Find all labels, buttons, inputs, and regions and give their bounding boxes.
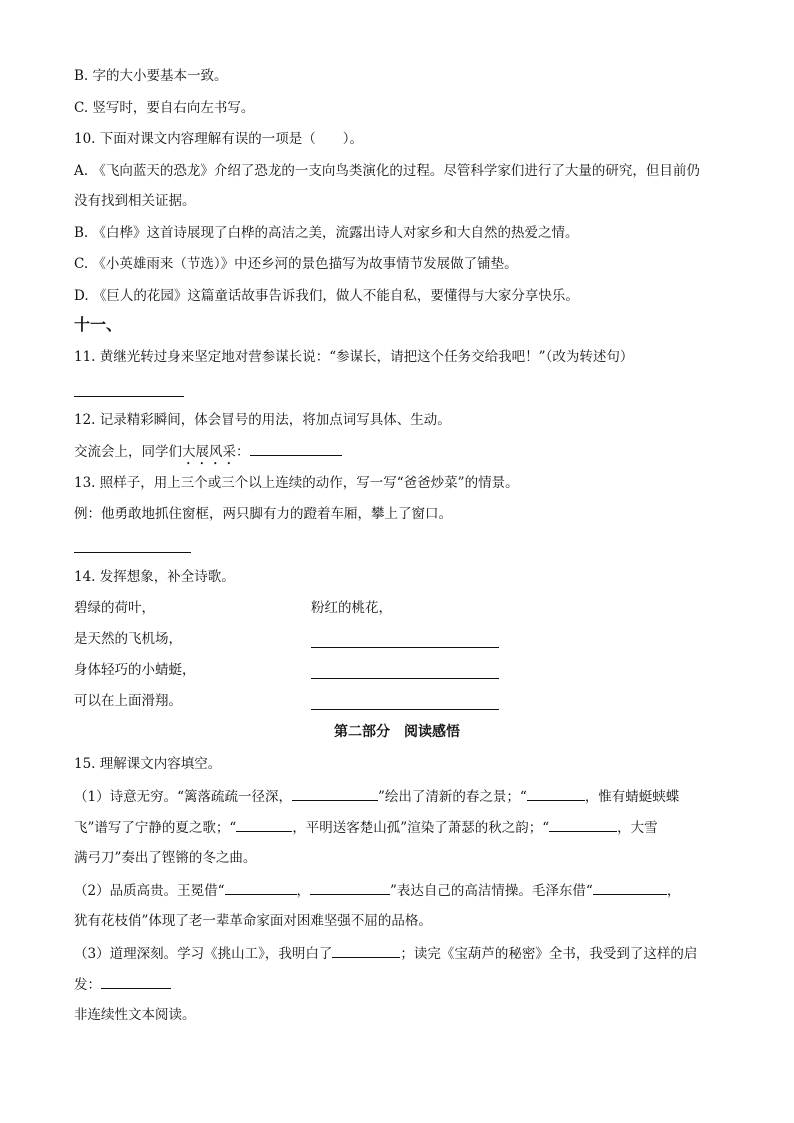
q14-poem-right-line: 粉红的桃花， xyxy=(311,600,392,616)
q15-text: （1）诗意无穷。“篱落疏疏一径深， xyxy=(74,789,292,805)
q9-option-c: C. 竖写时，要自右向左书写。 xyxy=(74,100,255,116)
q10-option-b: B. 《白桦》这首诗展现了白桦的高洁之美，流露出诗人对家乡和大自然的热爱之情。 xyxy=(74,225,579,241)
q15-text: （3）道理深刻。学习《挑山工》，我明白了 xyxy=(74,946,333,962)
q15-blank[interactable] xyxy=(549,817,617,832)
q15-part1-line2 xyxy=(74,817,658,838)
q14-answer-line[interactable] xyxy=(311,677,499,679)
q14-poem-left-line: 碧绿的荷叶， xyxy=(74,600,155,616)
q15-blank[interactable] xyxy=(593,880,667,895)
q9-option-b: B. 字的大小要基本一致。 xyxy=(74,68,228,84)
q14-answer-line[interactable] xyxy=(311,646,499,648)
q15-part1-line1 xyxy=(74,786,679,807)
q13-stem: 13. 照样子，用上三个或三个以上连续的动作，写一写“爸爸炒菜”的情景。 xyxy=(74,475,519,491)
q11-answer-line[interactable] xyxy=(74,395,184,397)
q13-example: 例：他勇敢地抓住窗框，两只脚有力的蹬着车厢，攀上了窗口。 xyxy=(74,506,452,522)
q15-blank[interactable] xyxy=(527,786,585,801)
q13-answer-line[interactable] xyxy=(74,551,191,553)
q12-stem: 12. 记录精彩瞬间，体会冒号的用法，将加点词写具体、生动。 xyxy=(74,412,451,428)
q12-dotted-word: 大展风采 xyxy=(182,444,236,460)
q10-option-c: C. 《小英雄雨来（节选）》中还乡河的景色描写为故事情节发展做了铺垫。 xyxy=(74,256,518,272)
q10-stem: 10. 下面对课文内容理解有误的一项是（ ）。 xyxy=(74,131,364,147)
q15-blank[interactable] xyxy=(310,880,390,895)
q15-part2-line2: 犹有花枝俏”体现了老一辈革命家面对困难坚强不屈的品格。 xyxy=(74,913,432,929)
q14-stem: 14. 发挥想象，补全诗歌。 xyxy=(74,569,235,585)
q15-part1-line3: 满弓刀”奏出了铿锵的冬之曲。 xyxy=(74,850,257,866)
q15-text: （2）品质高贵。王冕借“ xyxy=(74,883,225,899)
q15-text: ，平明送客楚山孤”渲染了萧瑟的秋之韵；“ xyxy=(292,820,550,836)
q15-text: ”表达自己的高洁情操。毛泽东借“ xyxy=(390,883,593,899)
closing-note: 非连续性文本阅读。 xyxy=(74,1007,196,1023)
q15-blank[interactable] xyxy=(225,880,297,895)
q10-option-a-line1: A. 《飞向蓝天的恐龙》介绍了恐龙的一支向鸟类演化的过程。尽管科学家们进行了大量的研究，但目前仍 xyxy=(74,163,700,179)
q10-option-d: D. 《巨人的花园》这篇童话故事告诉我们，做人不能自私，要懂得与大家分享快乐。 xyxy=(74,288,579,304)
q14-poem-left-line: 身体轻巧的小蜻蜓， xyxy=(74,662,196,678)
q12-sentence xyxy=(74,441,342,468)
q15-text: ；读完《宝葫芦的秘密》全书，我受到了这样的启 xyxy=(400,946,698,962)
q14-poem-left-line: 可以在上面滑翔。 xyxy=(74,693,182,709)
q15-blank[interactable] xyxy=(332,943,400,958)
q15-text: ，惟有蜻蜓蛱蝶 xyxy=(584,789,680,805)
q15-text: ”绘出了清新的春之景；“ xyxy=(378,789,527,805)
q15-text: ， xyxy=(666,883,681,899)
section-heading-eleven: 十一、 xyxy=(74,315,123,334)
q15-text: ， xyxy=(296,883,310,899)
q12-colon: ： xyxy=(236,444,250,460)
q15-part3-line2 xyxy=(74,974,171,995)
q15-blank[interactable] xyxy=(101,974,171,989)
q14-answer-line[interactable] xyxy=(311,708,499,710)
q12-sentence-prefix: 交流会上，同学们 xyxy=(74,444,182,460)
q15-blank[interactable] xyxy=(292,786,378,801)
q14-poem-left-line: 是天然的飞机场， xyxy=(74,631,182,647)
q15-part3-line1 xyxy=(74,943,697,964)
part-two-title: 第二部分 阅读感悟 xyxy=(334,724,460,740)
q15-stem: 15. 理解课文内容填空。 xyxy=(74,756,222,772)
q11-stem: 11. 黄继光转过身来坚定地对营参谋长说：“参谋长，请把这个任务交给我吧！”（改为转述句） xyxy=(74,349,634,365)
q15-text: 飞”谱写了宁静的夏之歌；“ xyxy=(74,820,237,836)
q15-text: 发： xyxy=(74,977,101,993)
q10-option-a-line2: 没有找到相关证据。 xyxy=(74,193,196,209)
q12-answer-blank[interactable] xyxy=(250,441,342,456)
q15-text: ，大雪 xyxy=(617,820,658,836)
q15-blank[interactable] xyxy=(236,817,292,832)
q15-part2-line1 xyxy=(74,880,680,901)
